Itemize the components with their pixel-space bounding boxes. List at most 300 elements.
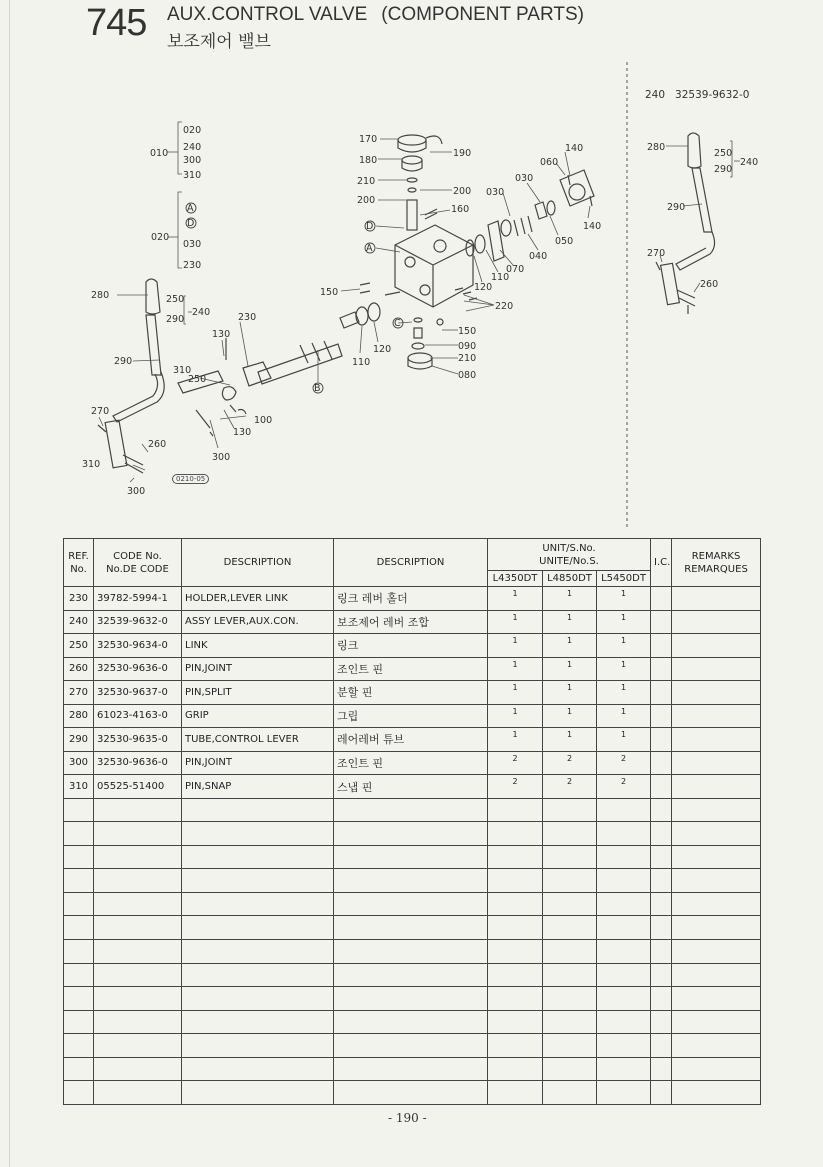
description-en-cell [182, 869, 334, 893]
qty-cell [597, 822, 651, 846]
code-cell: 05525-51400 [94, 775, 182, 799]
callout: 300 [212, 452, 231, 463]
qty-cell [488, 1034, 543, 1058]
remarks-cell [672, 822, 761, 846]
code-cell [94, 1034, 182, 1058]
description-en-cell: ASSY LEVER,AUX.CON. [182, 610, 334, 634]
empty-table-row [64, 987, 761, 1011]
qty-cell [488, 939, 543, 963]
empty-table-row [64, 963, 761, 987]
qty-cell [543, 939, 597, 963]
callout: 040 [529, 251, 548, 262]
ref-cell: 300 [64, 751, 94, 775]
callout: 240 [740, 157, 759, 168]
callout: 260 [148, 439, 167, 450]
callout: 150 [320, 287, 339, 298]
code-cell: 32530-9636-0 [94, 751, 182, 775]
qty-cell [543, 916, 597, 940]
remarks-cell [672, 634, 761, 658]
ic-cell [651, 892, 672, 916]
callout: 310 [183, 170, 202, 181]
ref-cell [64, 939, 94, 963]
empty-table-row [64, 798, 761, 822]
qty-cell: 1 [543, 681, 597, 705]
ic-cell [651, 798, 672, 822]
ref-cell: 290 [64, 728, 94, 752]
description-en-cell: LINK [182, 634, 334, 658]
description-en-cell [182, 1034, 334, 1058]
remarks-cell [672, 1081, 761, 1105]
callout: 110 [352, 357, 371, 368]
qty-cell: 1 [488, 634, 543, 658]
ic-cell [651, 751, 672, 775]
callout: 280 [647, 142, 666, 153]
remarks-cell [672, 916, 761, 940]
ic-cell [651, 916, 672, 940]
code-cell [94, 939, 182, 963]
ref-cell: 280 [64, 704, 94, 728]
callout: 070 [506, 264, 525, 275]
ref-cell: 240 [64, 610, 94, 634]
callout: 140 [565, 143, 584, 154]
qty-cell [488, 798, 543, 822]
qty-cell: 1 [488, 681, 543, 705]
table-row [64, 610, 761, 634]
code-cell [94, 798, 182, 822]
empty-table-row [64, 822, 761, 846]
qty-cell: 2 [488, 775, 543, 799]
description-ko-cell: 분할 핀 [334, 681, 488, 705]
description-en-cell [182, 1010, 334, 1034]
callout: 180 [359, 155, 378, 166]
code-cell: 32530-9635-0 [94, 728, 182, 752]
qty-cell [488, 987, 543, 1011]
ic-cell [651, 822, 672, 846]
description-ko-cell [334, 1057, 488, 1081]
callout: 130 [233, 427, 252, 438]
qty-cell: 2 [543, 775, 597, 799]
callout: 130 [212, 329, 231, 340]
ic-cell [651, 610, 672, 634]
title-en: AUX.CONTROL VALVE [167, 4, 368, 25]
qty-cell: 1 [597, 634, 651, 658]
ic-cell [651, 587, 672, 611]
qty-cell [543, 1081, 597, 1105]
callout: 190 [453, 148, 472, 159]
ref-cell: 230 [64, 587, 94, 611]
description-en-cell [182, 798, 334, 822]
qty-cell [488, 1081, 543, 1105]
qty-cell: 1 [597, 610, 651, 634]
qty-cell [543, 963, 597, 987]
callout: 250 [714, 148, 733, 159]
remarks-cell [672, 798, 761, 822]
ic-cell [651, 869, 672, 893]
ic-cell [651, 939, 672, 963]
callout: 160 [451, 204, 470, 215]
description-en-cell: PIN,SPLIT [182, 681, 334, 705]
callout: 270 [91, 406, 110, 417]
qty-cell: 2 [543, 751, 597, 775]
qty-cell: 1 [543, 704, 597, 728]
ref-cell [64, 869, 94, 893]
remarks-cell [672, 751, 761, 775]
parts-table-body [64, 587, 761, 1105]
qty-cell [488, 916, 543, 940]
code-cell [94, 1010, 182, 1034]
callout: 030 [515, 173, 534, 184]
code-cell: 32539-9632-0 [94, 610, 182, 634]
ref-cell [64, 892, 94, 916]
ref-cell: 270 [64, 681, 94, 705]
code-cell [94, 963, 182, 987]
qty-cell: 2 [597, 751, 651, 775]
qty-cell [488, 892, 543, 916]
qty-cell [488, 963, 543, 987]
callout: 290 [114, 356, 133, 367]
description-ko-cell: 링크 [334, 634, 488, 658]
lever-assembly-drawing [98, 279, 380, 473]
code-cell [94, 987, 182, 1011]
description-en-cell: PIN,JOINT [182, 751, 334, 775]
callout: 240 [192, 307, 211, 318]
description-en-cell: TUBE,CONTROL LEVER [182, 728, 334, 752]
qty-cell [543, 869, 597, 893]
description-ko-cell [334, 822, 488, 846]
ic-cell [651, 1057, 672, 1081]
remarks-cell [672, 728, 761, 752]
callout: 250 [166, 294, 185, 305]
callout: 280 [91, 290, 110, 301]
callout-labels [82, 125, 758, 497]
qty-cell: 2 [597, 775, 651, 799]
callout: 200 [357, 195, 376, 206]
description-ko-cell [334, 916, 488, 940]
qty-cell [488, 1010, 543, 1034]
description-en-cell: HOLDER,LEVER LINK [182, 587, 334, 611]
description-ko-cell [334, 1034, 488, 1058]
ic-cell [651, 1034, 672, 1058]
ic-cell [651, 704, 672, 728]
table-row [64, 751, 761, 775]
qty-cell [543, 1010, 597, 1034]
description-en-cell [182, 1081, 334, 1105]
qty-cell [597, 1081, 651, 1105]
callout: 290 [714, 164, 733, 175]
callout: 230 [183, 260, 202, 271]
callout: 050 [555, 236, 574, 247]
description-en-cell: GRIP [182, 704, 334, 728]
qty-cell [597, 916, 651, 940]
description-en-cell [182, 939, 334, 963]
remarks-cell [672, 939, 761, 963]
code-cell: 39782-5994-1 [94, 587, 182, 611]
qty-cell: 1 [488, 704, 543, 728]
description-ko-cell: 그립 [334, 704, 488, 728]
qty-cell: 1 [488, 657, 543, 681]
remarks-cell [672, 987, 761, 1011]
code-cell [94, 916, 182, 940]
code-cell [94, 892, 182, 916]
col-header-description-ko: DESCRIPTION [334, 539, 488, 587]
qty-cell [597, 939, 651, 963]
callout: 030 [486, 187, 505, 198]
callout: 300 [183, 155, 202, 166]
description-ko-cell [334, 939, 488, 963]
remarks-cell [672, 587, 761, 611]
ic-cell [651, 657, 672, 681]
callout: 060 [540, 157, 559, 168]
code-cell [94, 822, 182, 846]
callout: 290 [667, 202, 686, 213]
ref-cell: 260 [64, 657, 94, 681]
remarks-cell [672, 845, 761, 869]
description-en-cell [182, 987, 334, 1011]
qty-cell [597, 845, 651, 869]
description-ko-cell: 조인트 핀 [334, 657, 488, 681]
qty-cell: 1 [543, 657, 597, 681]
description-en-cell [182, 822, 334, 846]
qty-cell: 1 [597, 657, 651, 681]
description-en-cell: PIN,JOINT [182, 657, 334, 681]
ic-cell [651, 775, 672, 799]
page-number: - 190 - [388, 1111, 427, 1125]
qty-cell [597, 1034, 651, 1058]
callout: 140 [583, 221, 602, 232]
empty-table-row [64, 1057, 761, 1081]
qty-cell [543, 1034, 597, 1058]
qty-cell [597, 892, 651, 916]
ic-cell [651, 681, 672, 705]
col-header-unit: UNIT/S.No. UNITE/No.S. [488, 539, 651, 571]
callout: 250 [188, 374, 207, 385]
remarks-cell [672, 1034, 761, 1058]
qty-cell [597, 963, 651, 987]
qty-cell: 2 [488, 751, 543, 775]
description-ko-cell: 링크 레버 홀더 [334, 587, 488, 611]
code-cell: 32530-9636-0 [94, 657, 182, 681]
description-ko-cell: 조인트 핀 [334, 751, 488, 775]
callout: 120 [474, 282, 493, 293]
callout: 100 [254, 415, 273, 426]
ic-cell [651, 845, 672, 869]
qty-cell [597, 987, 651, 1011]
description-ko-cell [334, 1081, 488, 1105]
code-cell [94, 869, 182, 893]
callout: C [394, 318, 401, 329]
ref-cell [64, 822, 94, 846]
ic-cell [651, 987, 672, 1011]
col-header-code: CODE No. No.DE CODE [94, 539, 182, 587]
callout: 030 [183, 239, 202, 250]
parts-table [63, 538, 761, 1105]
col-header-description-en: DESCRIPTION [182, 539, 334, 587]
empty-table-row [64, 869, 761, 893]
callout: 310 [173, 365, 192, 376]
col-header-ref: REF. No. [64, 539, 94, 587]
empty-table-row [64, 1034, 761, 1058]
description-ko-cell [334, 1010, 488, 1034]
inset-ref-code: 32539-9632-0 [675, 89, 750, 101]
col-header-model: L4350DT [488, 571, 543, 587]
empty-table-row [64, 845, 761, 869]
qty-cell: 1 [597, 681, 651, 705]
remarks-cell [672, 610, 761, 634]
description-en-cell [182, 916, 334, 940]
col-header-model: L5450DT [597, 571, 651, 587]
callout: 270 [647, 248, 666, 259]
col-header-remarks: REMARKS REMARQUES [672, 539, 761, 587]
callout: 010 [150, 148, 169, 159]
table-row [64, 681, 761, 705]
code-cell: 61023-4163-0 [94, 704, 182, 728]
callout: 290 [166, 314, 185, 325]
qty-cell: 1 [543, 634, 597, 658]
qty-cell [543, 1057, 597, 1081]
remarks-cell [672, 869, 761, 893]
remarks-cell [672, 775, 761, 799]
remarks-cell [672, 657, 761, 681]
callout: 110 [491, 272, 510, 283]
qty-cell [543, 845, 597, 869]
remarks-cell [672, 1057, 761, 1081]
description-ko-cell [334, 987, 488, 1011]
description-ko-cell [334, 869, 488, 893]
qty-cell [597, 1057, 651, 1081]
remarks-cell [672, 681, 761, 705]
ic-cell [651, 1010, 672, 1034]
callout: 210 [458, 353, 477, 364]
exploded-parts-diagram [0, 0, 823, 540]
callout: 080 [458, 370, 477, 381]
ref-cell [64, 845, 94, 869]
ref-cell [64, 1010, 94, 1034]
qty-cell: 1 [543, 610, 597, 634]
callout: 310 [82, 459, 101, 470]
qty-cell: 1 [488, 610, 543, 634]
ref-cell: 250 [64, 634, 94, 658]
empty-table-row [64, 1010, 761, 1034]
qty-cell: 1 [488, 587, 543, 611]
qty-cell: 1 [597, 587, 651, 611]
description-ko-cell [334, 892, 488, 916]
qty-cell [488, 1057, 543, 1081]
description-en-cell [182, 845, 334, 869]
ref-cell: 310 [64, 775, 94, 799]
ref-cell [64, 1034, 94, 1058]
qty-cell: 1 [543, 587, 597, 611]
code-cell [94, 1057, 182, 1081]
description-ko-cell [334, 798, 488, 822]
callout: A [366, 243, 373, 254]
qty-cell [543, 822, 597, 846]
remarks-cell [672, 892, 761, 916]
qty-cell [543, 987, 597, 1011]
description-ko-cell [334, 963, 488, 987]
ic-cell [651, 963, 672, 987]
callout: B [314, 383, 321, 394]
qty-cell: 1 [597, 728, 651, 752]
callout: 220 [495, 301, 514, 312]
col-header-model: L4850DT [543, 571, 597, 587]
qty-cell [488, 845, 543, 869]
ref-cell [64, 963, 94, 987]
ref-cell [64, 1081, 94, 1105]
table-row [64, 587, 761, 611]
col-header-ic: I.C. [651, 539, 672, 587]
callout: 300 [127, 486, 146, 497]
callout: 240 [183, 142, 202, 153]
remarks-cell [672, 1010, 761, 1034]
qty-cell [543, 798, 597, 822]
group-number: 745 [86, 2, 147, 44]
qty-cell [597, 869, 651, 893]
inset-ref-number: 240 [645, 89, 666, 101]
callout: 020 [183, 125, 202, 136]
qty-cell [597, 1010, 651, 1034]
ref-cell [64, 987, 94, 1011]
callout: 150 [458, 326, 477, 337]
ref-cell [64, 916, 94, 940]
drawing-stamp: 0210-05 [172, 474, 209, 484]
qty-cell [543, 892, 597, 916]
title-en-sub: (COMPONENT PARTS) [381, 4, 584, 25]
code-cell: 32530-9637-0 [94, 681, 182, 705]
callout: 170 [359, 134, 378, 145]
ref-cell [64, 1057, 94, 1081]
description-ko-cell [334, 845, 488, 869]
description-en-cell [182, 1057, 334, 1081]
remarks-cell [672, 963, 761, 987]
remarks-cell [672, 704, 761, 728]
table-row [64, 657, 761, 681]
ref-cell [64, 798, 94, 822]
empty-table-row [64, 1081, 761, 1105]
ic-cell [651, 634, 672, 658]
description-en-cell [182, 963, 334, 987]
code-cell [94, 845, 182, 869]
callout: 230 [238, 312, 257, 323]
callout: 020 [151, 232, 170, 243]
callout: 120 [373, 344, 392, 355]
callout: D [366, 221, 374, 232]
table-row [64, 634, 761, 658]
callout: D [187, 218, 195, 229]
callout: 210 [357, 176, 376, 187]
qty-cell [597, 798, 651, 822]
code-cell: 32530-9634-0 [94, 634, 182, 658]
callout: 200 [453, 186, 472, 197]
code-cell [94, 1081, 182, 1105]
callout: A [187, 203, 194, 214]
callout: 090 [458, 341, 477, 352]
qty-cell: 1 [543, 728, 597, 752]
empty-table-row [64, 939, 761, 963]
qty-cell [488, 822, 543, 846]
description-ko-cell: 레어레버 튜브 [334, 728, 488, 752]
qty-cell: 1 [597, 704, 651, 728]
description-ko-cell: 보조제어 레버 조합 [334, 610, 488, 634]
qty-cell [488, 869, 543, 893]
empty-table-row [64, 892, 761, 916]
callout: 260 [700, 279, 719, 290]
ic-cell [651, 728, 672, 752]
description-en-cell [182, 892, 334, 916]
description-ko-cell: 스냅 핀 [334, 775, 488, 799]
title-ko: 보조제어 밸브 [167, 32, 271, 52]
table-row [64, 728, 761, 752]
table-row [64, 704, 761, 728]
